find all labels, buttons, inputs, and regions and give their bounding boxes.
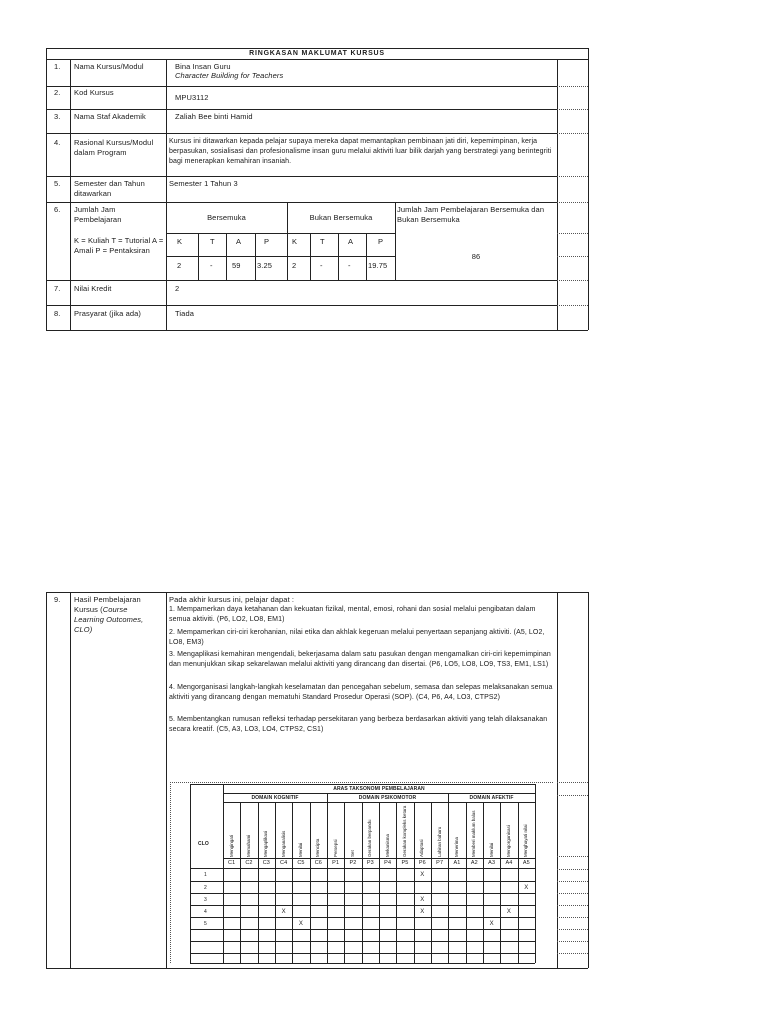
- grid-divider: [240, 802, 241, 963]
- semester-year: Semester 1 Tahun 3: [169, 179, 238, 188]
- grid-divider: [190, 963, 535, 964]
- grid-divider: [362, 802, 363, 963]
- taxonomy-mark: X: [506, 909, 511, 915]
- taxonomy-code: P1: [332, 860, 340, 866]
- hours-value: -: [320, 261, 323, 270]
- row-number: 5.: [54, 179, 61, 188]
- grid-divider: [190, 929, 535, 930]
- clo-row-number: 5: [204, 921, 207, 927]
- taxonomy-code: P6: [418, 860, 426, 866]
- taxonomy-verb: Menghayati nilai: [523, 824, 529, 857]
- taxonomy-mark: X: [420, 897, 425, 903]
- taxonomy-title: ARAS TAKSONOMI PEMBELAJARAN: [333, 786, 425, 792]
- row-number: 2.: [54, 88, 61, 97]
- taxonomy-verb: Mengaplikasi: [263, 830, 269, 857]
- taxonomy-code: P4: [384, 860, 392, 866]
- course-code: MPU3112: [175, 93, 209, 102]
- hours-value: 2: [177, 261, 182, 270]
- taxonomy-code: P7: [436, 860, 444, 866]
- hours-legend: K = Kuliah T = Tutorial A = Amali P = Pentaksiran: [74, 236, 164, 255]
- hours-header: K: [292, 237, 298, 246]
- clo-row-number: 2: [204, 885, 207, 891]
- clo-item: 2. Mempamerkan ciri-ciri kerohanian, nilai etika dan akhlak kegeruan melalui penyertaan sepanjang aktiviti. (A5, LO2, LO8, EM3): [169, 629, 545, 646]
- clo-row-number: 4: [204, 909, 207, 915]
- grid-divider: [190, 941, 535, 942]
- taxonomy-mark: X: [489, 921, 494, 927]
- grid-divider: [190, 881, 535, 882]
- hours-header: A: [236, 237, 242, 246]
- row-label: Rasional Kursus/Modul dalam Program: [74, 138, 154, 157]
- course-name-english: Character Building for Teachers: [175, 71, 284, 80]
- taxonomy-code: P3: [366, 860, 374, 866]
- taxonomy-verb: Gerakan berpandu: [367, 819, 373, 857]
- credit-value: 2: [175, 284, 180, 293]
- hours-value: 2: [292, 261, 297, 270]
- taxonomy-verb: Gerakan kompleks ketara: [402, 805, 407, 857]
- taxonomy-verb: Mengingati: [228, 834, 234, 857]
- grid-divider: [396, 802, 397, 963]
- taxonomy-code: C1: [228, 860, 236, 866]
- course-name: Bina Insan Guru: [175, 62, 231, 71]
- grid-divider: [414, 802, 415, 963]
- clo-item: 4. Mengorganisasi langkah-langkah keselamatan dan pencegahan sebelum, semasa dan selepas melaksanakan semua aktiviti yang dirancang dengan mematuhi Standard Prosedur Operasi (SOP). (C4, P6, A4, LO3, CTPS2): [169, 684, 553, 701]
- domain-psychomotor: DOMAIN PSIKOMOTOR: [358, 795, 417, 801]
- grid-divider: [466, 802, 467, 963]
- taxonomy-mark: X: [420, 872, 425, 878]
- row-label: Nama Staf Akademik: [74, 112, 146, 121]
- hours-value: -: [210, 261, 213, 270]
- grid-divider: [344, 802, 345, 963]
- face-to-face-header: Bersemuka: [207, 213, 246, 222]
- taxonomy-code: C3: [262, 860, 270, 866]
- clo-label-line: CLO): [74, 625, 93, 634]
- taxonomy-verb: Menilai: [298, 842, 303, 857]
- taxonomy-code: C6: [314, 860, 322, 866]
- taxonomy-code: P5: [401, 860, 409, 866]
- clo-label-line: Learning Outcomes,: [74, 615, 144, 624]
- clo-header: CLO: [198, 841, 209, 847]
- summary-title: RINGKASAN MAKLUMAT KURSUS: [249, 50, 385, 57]
- row-label: Kod Kursus: [74, 88, 114, 97]
- taxonomy-code: A2: [470, 860, 478, 866]
- row-number: 4.: [54, 138, 61, 147]
- taxonomy-verb: Set: [350, 850, 355, 857]
- taxonomy-code: P2: [349, 860, 357, 866]
- taxonomy-code: C5: [297, 860, 305, 866]
- non-face-to-face-header: Bukan Bersemuka: [309, 213, 373, 222]
- clo-label-line: Kursus (Course: [74, 605, 128, 614]
- hours-value: -: [348, 261, 351, 270]
- taxonomy-mark: X: [298, 921, 303, 927]
- grid-divider: [310, 802, 311, 963]
- grid-divider: [190, 917, 535, 918]
- taxonomy-code: C2: [245, 860, 253, 866]
- taxonomy-code: A1: [453, 860, 461, 866]
- grid-divider: [431, 802, 432, 963]
- taxonomy-code: A5: [522, 860, 530, 866]
- grid-divider: [190, 893, 535, 894]
- clo-row-number: 3: [204, 897, 207, 903]
- row-label: Jumlah Jam Pembelajaran: [74, 205, 122, 224]
- clo-item: 3. Mengaplikasi kemahiran mengendali, bekerjasama dalam satu pasukan dengan mengamalkan ciri-ciri kepemimpinan dan menunjukkan sikap sekarelawan melalui aktiviti yang dirancang dan disertai. (P6, LO5, LO8, LO9, TS3, EM1, LS1): [169, 651, 551, 668]
- grid-divider: [292, 802, 293, 963]
- taxonomy-verb: Mekanisma: [384, 833, 390, 857]
- taxonomy-verb: Mengorganisasi: [506, 825, 511, 857]
- row-label: Nilai Kredit: [74, 284, 112, 293]
- grid-divider: [379, 802, 380, 963]
- hours-header: P: [264, 237, 270, 246]
- taxonomy-verb: Mencipta: [315, 838, 321, 857]
- taxonomy-verb: Menerima: [454, 836, 459, 857]
- hours-header: T: [210, 237, 215, 246]
- row-number: 1.: [54, 62, 61, 71]
- taxonomy-mark: X: [524, 885, 529, 891]
- row-number: 7.: [54, 284, 61, 293]
- clo-intro: Pada akhir kursus ini, pelajar dapat :: [169, 595, 295, 604]
- row-label: Prasyarat (jika ada): [74, 309, 142, 318]
- taxonomy-mark: X: [420, 909, 425, 915]
- hours-value: 59: [232, 261, 241, 270]
- taxonomy-verb: Memberi maklum balas: [471, 810, 477, 857]
- grid-divider: [190, 953, 535, 954]
- taxonomy-verb: Memahami: [246, 834, 251, 857]
- total-hours-value: 86: [471, 252, 481, 261]
- domain-cognitive: DOMAIN KOGNITIF: [251, 795, 299, 801]
- taxonomy-code: A4: [505, 860, 513, 866]
- domain-affective: DOMAIN AFEKTIF: [469, 795, 514, 801]
- row-number: 8.: [54, 309, 61, 318]
- clo-item: 5. Membentangkan rumusan refleksi terhadap persekitaran yang berbeza berdasarkan aktiviti yang telah dilaksanakan secara kreatif. (C5, A3, LO3, LO4, CTPS2, CS1): [169, 716, 548, 733]
- hours-value: 3.25: [257, 261, 272, 270]
- taxonomy-verb: Lahiran baharu: [436, 826, 442, 857]
- taxonomy-mark: X: [281, 909, 286, 915]
- hours-header: P: [378, 237, 384, 246]
- grid-divider: [258, 802, 259, 963]
- taxonomy-verb: Menganalisis: [280, 830, 286, 857]
- clo-item: 1. Mempamerkan daya ketahanan dan kekuatan fizikal, mental, emosi, rohani dan sosial melalui pengibatan dalam semua aktiviti. (P6, LO2, LO8, EM1): [169, 606, 536, 623]
- row-number: 6.: [54, 205, 61, 214]
- hours-header: T: [320, 237, 325, 246]
- row-label: Semester dan Tahun ditawarkan: [74, 179, 145, 198]
- hours-value: 19.75: [368, 261, 388, 270]
- grid-divider: [518, 802, 519, 963]
- course-rationale: Kursus ini ditawarkan kepada pelajar supaya mereka dapat memantapkan pembinaan jati diri, kepemimpinan, kerja berpasukan, sosialisasi dan profesionalisme insan guru melalui aktiviti luar bilik darjah yang berstrategi yang berintegriti bagi menerapkan kemahiran insaniah.: [169, 138, 552, 165]
- total-hours-label: Jumlah Jam Pembelajaran Bersemuka dan Bukan Bersemuka: [397, 205, 545, 224]
- taxonomy-verb: Persepsi: [332, 839, 338, 857]
- grid-divider: [500, 802, 501, 963]
- taxonomy-verb: Menilai: [488, 842, 494, 857]
- taxonomy-verb: Adaptasi: [419, 839, 425, 857]
- row-number: 3.: [54, 112, 61, 121]
- grid-divider: [483, 802, 484, 963]
- grid-divider: [190, 905, 535, 906]
- row-label: Nama Kursus/Modul: [74, 62, 144, 71]
- academic-staff: Zaliah Bee binti Hamid: [175, 112, 253, 121]
- clo-label-line: Hasil Pembelajaran: [74, 595, 141, 604]
- grid-divider: [275, 802, 276, 963]
- hours-header: A: [348, 237, 354, 246]
- taxonomy-code: A3: [488, 860, 496, 866]
- prerequisite: Tiada: [175, 309, 194, 318]
- taxonomy-code: C4: [280, 860, 288, 866]
- row-number: 9.: [54, 595, 61, 604]
- clo-row-number: 1: [204, 872, 207, 878]
- hours-header: K: [177, 237, 183, 246]
